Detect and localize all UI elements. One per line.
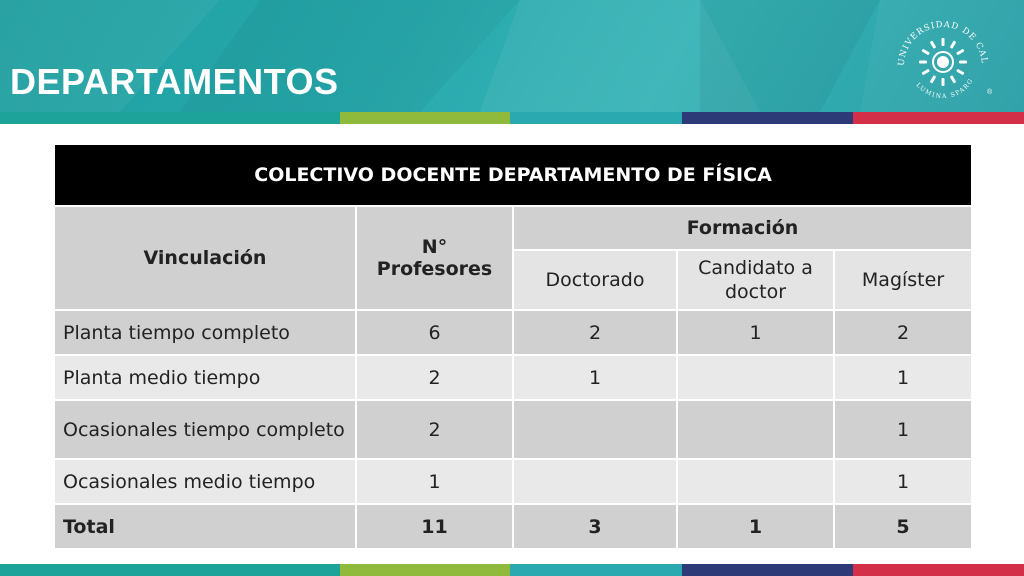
university-logo bbox=[886, 16, 996, 100]
cell-magister: 1 bbox=[834, 459, 972, 504]
cell-magister: 1 bbox=[834, 355, 972, 400]
registered-mark: ® bbox=[987, 89, 993, 96]
column-header-formacion: Formación bbox=[513, 206, 972, 250]
row-label: Planta medio tiempo bbox=[54, 355, 356, 400]
svg-text:UNIVERSIDAD DE CALDAS bbox=[886, 16, 989, 66]
subheader-magister: Magíster bbox=[834, 250, 972, 310]
logo-motto: LUMINA SPARG bbox=[914, 76, 976, 100]
table-row bbox=[54, 459, 972, 504]
cell-magister: 2 bbox=[834, 310, 972, 355]
header-banner bbox=[0, 0, 1024, 112]
subheader-doctorado: Doctorado bbox=[513, 250, 677, 310]
logo-arc-text: UNIVERSIDAD DE CAL bbox=[896, 19, 990, 67]
table-row bbox=[54, 400, 972, 459]
bottom-color-stripe bbox=[0, 564, 1024, 576]
sun-seal-icon bbox=[919, 38, 967, 86]
row-label: Ocasionales medio tiempo bbox=[54, 459, 356, 504]
total-row bbox=[54, 504, 972, 549]
cell-candidato: 1 bbox=[677, 310, 834, 355]
cell-candidato bbox=[677, 355, 834, 400]
total-magister: 5 bbox=[834, 504, 972, 549]
top-color-stripe bbox=[0, 112, 1024, 124]
faculty-table bbox=[53, 143, 973, 550]
total-label: Total bbox=[54, 504, 356, 549]
cell-profesores: 2 bbox=[356, 355, 513, 400]
total-candidato: 1 bbox=[677, 504, 834, 549]
cell-profesores: 6 bbox=[356, 310, 513, 355]
row-label: Ocasionales tiempo completo bbox=[54, 400, 356, 459]
page-title: DEPARTAMENTOS bbox=[10, 61, 339, 102]
cell-magister: 1 bbox=[834, 400, 972, 459]
table-row bbox=[54, 310, 972, 355]
column-header-vinculacion: Vinculación bbox=[54, 206, 356, 310]
cell-profesores: 2 bbox=[356, 400, 513, 459]
cell-profesores: 1 bbox=[356, 459, 513, 504]
column-header-profesores: N° Profesores bbox=[356, 206, 513, 310]
cell-candidato bbox=[677, 459, 834, 504]
table-caption: COLECTIVO DOCENTE DEPARTAMENTO DE FÍSICA bbox=[54, 144, 972, 206]
total-doctorado: 3 bbox=[513, 504, 677, 549]
subheader-candidato: Candidato a doctor bbox=[677, 250, 834, 310]
cell-doctorado: 2 bbox=[513, 310, 677, 355]
table-row bbox=[54, 355, 972, 400]
row-label: Planta tiempo completo bbox=[54, 310, 356, 355]
total-profesores: 11 bbox=[356, 504, 513, 549]
cell-doctorado bbox=[513, 400, 677, 459]
cell-doctorado: 1 bbox=[513, 355, 677, 400]
cell-doctorado bbox=[513, 459, 677, 504]
cell-candidato bbox=[677, 400, 834, 459]
